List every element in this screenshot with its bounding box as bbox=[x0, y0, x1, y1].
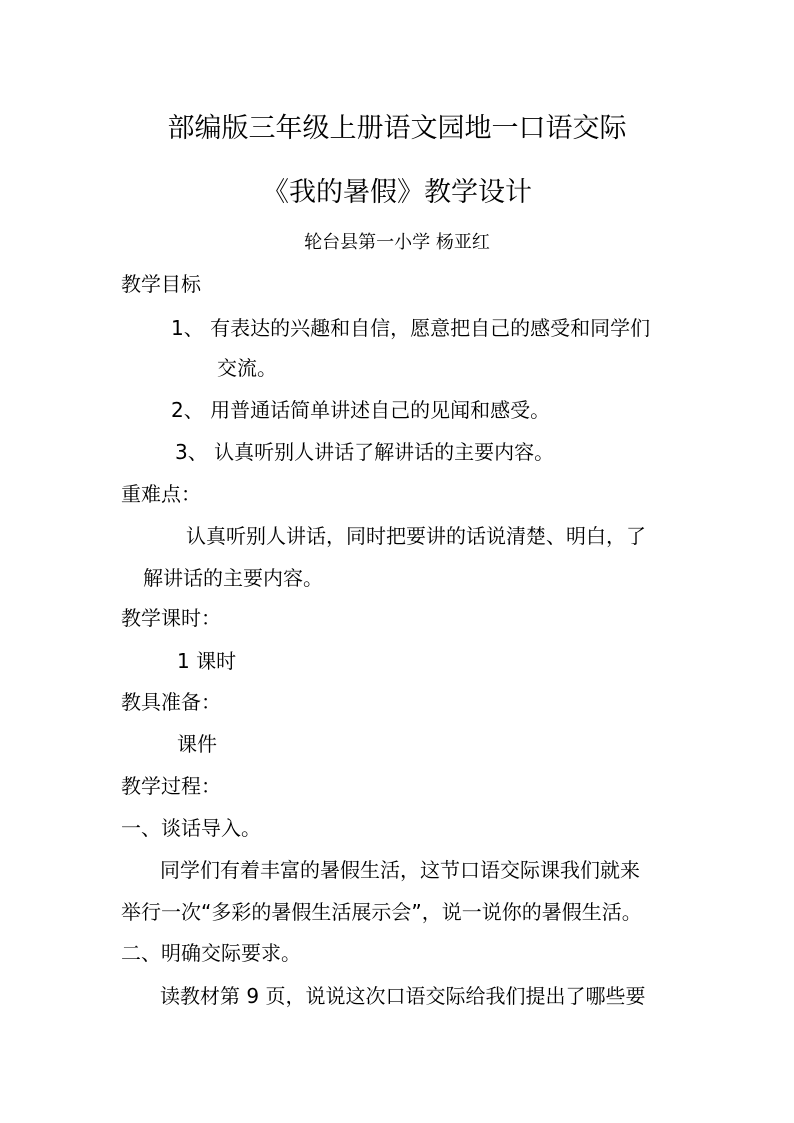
goal-item-2: 2、 用普通话简单讲述自己的见闻和感受。 bbox=[171, 398, 551, 422]
teaching-tools-value: 课件 bbox=[177, 732, 217, 756]
teaching-process-heading: 教学过程： bbox=[121, 774, 221, 798]
step-2-heading: 二、明确交际要求。 bbox=[121, 941, 301, 965]
step-1-paragraph: 同学们有着丰富的暑假生活，这节口语交际课我们就来 bbox=[160, 858, 640, 882]
goal-item-3: 3、 认真听别人讲话了解讲话的主要内容。 bbox=[175, 440, 555, 464]
key-points-text: 认真听别人讲话，同时把要讲的话说清楚、明白，了 bbox=[186, 524, 646, 548]
class-hours-value: 1 课时 bbox=[177, 649, 237, 673]
goals-heading: 教学目标 bbox=[121, 272, 201, 296]
key-points-heading: 重难点： bbox=[121, 482, 201, 506]
step-1-heading: 一、谈话导入。 bbox=[121, 816, 261, 840]
step-1-paragraph-continued: 举行一次“多彩的暑假生活展示会”，说一说你的暑假生活。 bbox=[121, 900, 642, 924]
document-title: 部编版三年级上册语文园地一口语交际 bbox=[167, 113, 627, 144]
goal-item-1-continued: 交流。 bbox=[217, 356, 277, 380]
step-2-paragraph: 读教材第 9 页，说说这次口语交际给我们提出了哪些要 bbox=[160, 984, 646, 1008]
goal-item-1: 1、 有表达的兴趣和自信，愿意把自己的感受和同学们 bbox=[171, 316, 651, 340]
class-hours-heading: 教学课时： bbox=[121, 606, 221, 630]
document-subtitle: 《我的暑假》教学设计 bbox=[262, 177, 532, 208]
author-line: 轮台县第一小学 杨亚红 bbox=[304, 232, 490, 253]
teaching-tools-heading: 教具准备： bbox=[121, 690, 221, 714]
key-points-text-continued: 解讲话的主要内容。 bbox=[143, 566, 323, 590]
